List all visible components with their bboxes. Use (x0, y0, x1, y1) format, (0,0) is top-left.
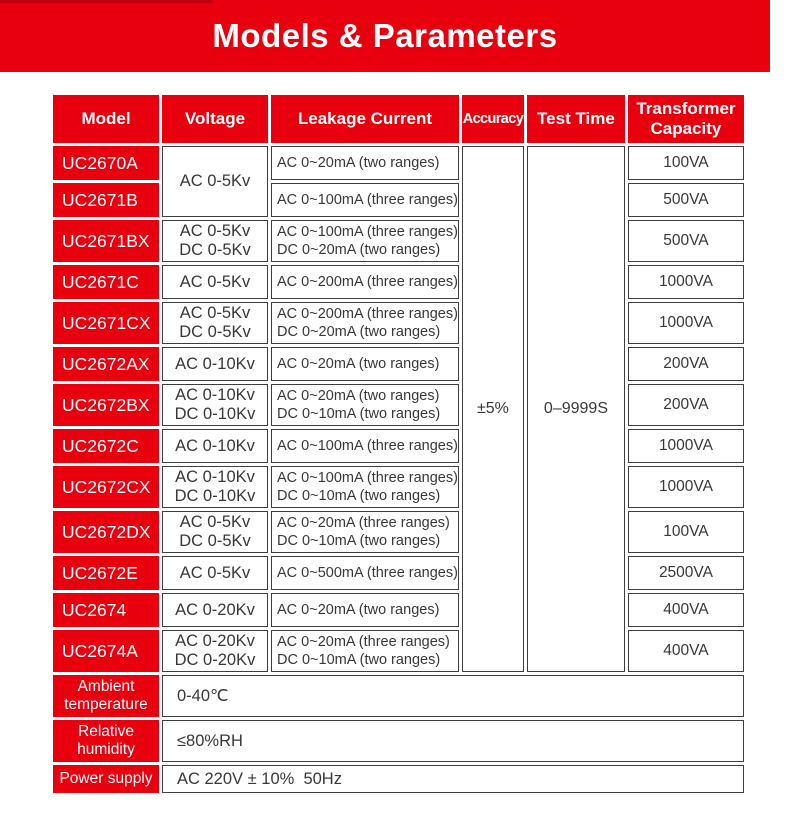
leakage-cell: AC 0~20mA (two ranges) (271, 146, 459, 180)
capacity-cell: 200VA (628, 347, 744, 381)
capacity-cell: 100VA (628, 146, 744, 180)
header-model: Model (53, 95, 159, 143)
header-test-time: Test Time (527, 95, 625, 143)
footer-row-relative-humidity (53, 720, 744, 762)
model-cell: UC2671B (53, 183, 159, 217)
table-row (53, 556, 744, 590)
voltage-cell: AC 0-5Kv DC 0-5Kv (162, 220, 268, 262)
model-cell: UC2672BX (53, 384, 159, 426)
header-transformer-capacity: Transformer Capacity (628, 95, 744, 143)
footer-row-power-supply (53, 765, 744, 793)
spec-table (50, 92, 747, 796)
voltage-cell: AC 0-5Kv (162, 146, 268, 217)
voltage-cell: AC 0-10Kv (162, 347, 268, 381)
page-title: Models & Parameters (212, 17, 558, 54)
leakage-cell: AC 0~100mA (three ranges) DC 0~20mA (two ranges) (271, 220, 459, 262)
capacity-cell: 2500VA (628, 556, 744, 590)
leakage-cell: AC 0~100mA (three ranges) DC 0~10mA (two ranges) (271, 466, 459, 508)
leakage-cell: AC 0~200mA (three ranges) (271, 265, 459, 299)
model-cell: UC2671BX (53, 220, 159, 262)
capacity-cell: 1000VA (628, 265, 744, 299)
header-voltage: Voltage (162, 95, 268, 143)
model-cell: UC2672E (53, 556, 159, 590)
voltage-cell: AC 0-10Kv (162, 429, 268, 463)
voltage-cell: AC 0-10Kv DC 0-10Kv (162, 466, 268, 508)
leakage-cell: AC 0~100mA (three ranges) (271, 429, 459, 463)
voltage-cell: AC 0-5Kv (162, 265, 268, 299)
table-row (53, 183, 744, 217)
table-row (53, 429, 744, 463)
capacity-cell: 500VA (628, 220, 744, 262)
leakage-cell: AC 0~20mA (three ranges) DC 0~10mA (two ranges) (271, 511, 459, 553)
footer-row-ambient-temperature (53, 675, 744, 717)
leakage-cell: AC 0~500mA (three ranges) (271, 556, 459, 590)
accuracy-cell: ±5% (462, 146, 524, 672)
capacity-cell: 1000VA (628, 302, 744, 344)
capacity-cell: 100VA (628, 511, 744, 553)
voltage-cell: AC 0-20Kv DC 0-20Kv (162, 630, 268, 672)
leakage-cell: AC 0~20mA (two ranges) DC 0~10mA (two ranges) (271, 384, 459, 426)
capacity-cell: 400VA (628, 630, 744, 672)
table-row (53, 593, 744, 627)
model-cell: UC2672CX (53, 466, 159, 508)
capacity-cell: 400VA (628, 593, 744, 627)
capacity-cell: 500VA (628, 183, 744, 217)
title-banner (0, 0, 770, 72)
table-row (53, 466, 744, 508)
table-row (53, 384, 744, 426)
model-cell: UC2671CX (53, 302, 159, 344)
model-cell: UC2674A (53, 630, 159, 672)
voltage-cell: AC 0-5Kv DC 0-5Kv (162, 302, 268, 344)
model-cell: UC2674 (53, 593, 159, 627)
ambient-temperature-label: Ambient temperature (53, 675, 159, 717)
voltage-cell: AC 0-5Kv (162, 556, 268, 590)
table-row (53, 302, 744, 344)
header-row (53, 95, 744, 143)
capacity-cell: 1000VA (628, 466, 744, 508)
capacity-cell: 200VA (628, 384, 744, 426)
leakage-cell: AC 0~100mA (three ranges) (271, 183, 459, 217)
table-row (53, 146, 744, 180)
power-supply-label: Power supply (53, 765, 159, 793)
capacity-cell: 1000VA (628, 429, 744, 463)
test-time-cell: 0–9999S (527, 146, 625, 672)
table-row (53, 265, 744, 299)
voltage-cell: AC 0-20Kv (162, 593, 268, 627)
ambient-temperature-value: 0-40℃ (162, 675, 744, 717)
header-leakage-current: Leakage Current (271, 95, 459, 143)
relative-humidity-value: ≤80%RH (162, 720, 744, 762)
model-cell: UC2672AX (53, 347, 159, 381)
voltage-cell: AC 0-5Kv DC 0-5Kv (162, 511, 268, 553)
model-cell: UC2672DX (53, 511, 159, 553)
table-row (53, 511, 744, 553)
power-supply-value: AC 220V ± 10% 50Hz (162, 765, 744, 793)
model-cell: UC2670A (53, 146, 159, 180)
table-row (53, 630, 744, 672)
leakage-cell: AC 0~20mA (two ranges) (271, 347, 459, 381)
table-row (53, 220, 744, 262)
relative-humidity-label: Relative humidity (53, 720, 159, 762)
model-cell: UC2672C (53, 429, 159, 463)
banner-top-edge (0, 0, 213, 3)
table-row (53, 347, 744, 381)
header-accuracy: Accuracy (462, 95, 524, 143)
model-cell: UC2671C (53, 265, 159, 299)
leakage-cell: AC 0~200mA (three ranges) DC 0~20mA (two ranges) (271, 302, 459, 344)
leakage-cell: AC 0~20mA (three ranges) DC 0~10mA (two ranges) (271, 630, 459, 672)
leakage-cell: AC 0~20mA (two ranges) (271, 593, 459, 627)
voltage-cell: AC 0-10Kv DC 0-10Kv (162, 384, 268, 426)
